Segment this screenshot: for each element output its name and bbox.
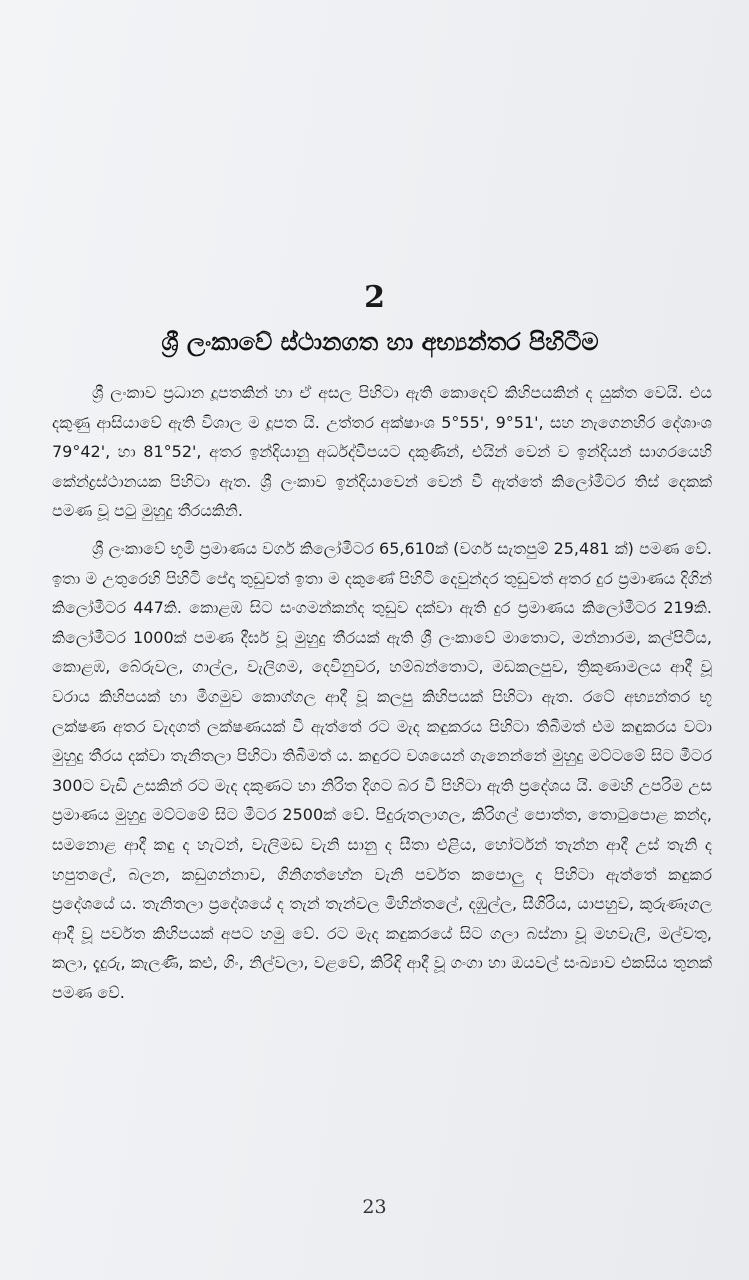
body-text [52,378,712,1007]
chapter-title: ශ්‍රී ලංකාවේ ස්ථානගත හා අභ්‍යන්තර පිහිටීම [161,328,599,356]
paragraph-1: ශ්‍රී ලංකාව ප්‍රධාන දූපතකින් හා ඒ අසල පිහිටා ඇති කොදෙව් කිහිපයකින් ද යුක්ත වෙයි. එය දකුණු ආසියාවේ ඇති විශාල ම දූපත යි. උත්තර අක්ෂාංශ 5°55', 9°51', සහ නැගෙනහිර දේශාංශ 79°42', හා 81°52', අතර ඉන්දියානු අර්ධද්වීපයට දකුණින්, එයින් වෙන් ව ඉන්දියන් සාගරයෙහි කේන්ද්‍රස්ථානයක පිහිටා ඇත. ශ්‍රී ලංකාව ඉන්දියාවෙන් වෙන් වී ඇත්තේ කිලෝමීටර තිස් දෙකක් පමණ වූ පටු මුහුදු තීරයකිනි. [52,383,712,521]
page-number: 23 [362,1196,387,1218]
paragraph-2: ශ්‍රී ලංකාවේ භූමි ප්‍රමාණය වර්ග කිලෝමීටර 65,610ක් (වර්ග සැතපුම් 25,481 ක්) පමණ වේ. ඉතා ම උතුරෙහි පිහිටි පේද්‍රු තුඩුවත් ඉතා ම දකුණේ පිහිටි දෙවුන්දර තුඩුවත් අතර දුර ප්‍රමාණය දිගින් කිලෝමීටර 447කි. කොළඹ සිට සංගමන්කන්ද තුඩුව දක්වා ඇති දුර ප්‍රමාණය කිලෝමීටර 219කි. කිලෝමීටර 1000ක් පමණ දීර්ඝ වූ මුහුදු තීරයක් ඇති ශ්‍රී ලංකාවේ මාතොට, මන්නාරම, කල්පිටිය, කොළඹ, බේරුවල, ගාල්ල, වැලිගම, දෙවිනුවර, හම්බන්තොට, මඩකලපුව, ත්‍රිකුණාමලය ආදී වූ වරාය කිහිපයක් හා මීගමුව කොග්ගල ආදී වූ කලපු කිහිපයක් පිහිටා ඇත. රටේ අභ්‍යන්තර භූ ලක්ෂණ අතර වැදගත් ලක්ෂණයක් වී ඇත්තේ රට මැද කඳුකරය පිහිටා තිබීමත් එම කඳුකරය වටා මුහුදු තීරය දක්වා තැනිතලා පිහිටා තිබීමත් ය. කඳුරට වශයෙන් ගැනෙන්නේ මුහුදු මට්ටමේ සිට මීටර 300ට වැඩි උසකින් රට මැද දකුණට හා නිරිත දිගට බර වී පිහිටා ඇති ප්‍රදේශය යි. මෙහි උපරිම උස ප්‍රමාණය මුහුදු මට්ටමේ සිට මීටර 2500ක් වේ. පිදුරුතලාගල, කිරිගල් පොත්ත, තොටුපොළ කන්ද, සමනොළ ආදී කඳු ද හැටන්, වැලිමඩ වැනි සානු ද සීතා එළිය, හෝර්ටන් තැන්න ආදී උස් තැනි ද හපුතලේ, බලන, කඩුගන්නාව, ගිනිගත්හේන වැනි පර්වත කපොලු ද පිහිටා ඇත්තේ කඳුකර ප්‍රදේශයේ ය. තැනිතලා ප්‍රදේශයේ ද තැන් තැන්වල මිහින්තලේ, දඹුල්ල, සීගිරිය, යාපහුව, කුරුණෑගල ආදී වූ පර්වත කිහිපයක් අපට හමු වේ. රට මැද කඳුකරයේ සිට ගලා බස්නා වූ මහවැලි, මල්වතු, කලා, දැදුරු, කැලණි, කළු, ගිං, නිල්වලා, වළවේ, කිරිඳි ආදී වූ ගංගා හා ඔයවල් සංඛ්‍යාව එකසිය තුනක් පමණ වේ. [52,538,712,1002]
chapter-number: 2 [364,280,385,315]
